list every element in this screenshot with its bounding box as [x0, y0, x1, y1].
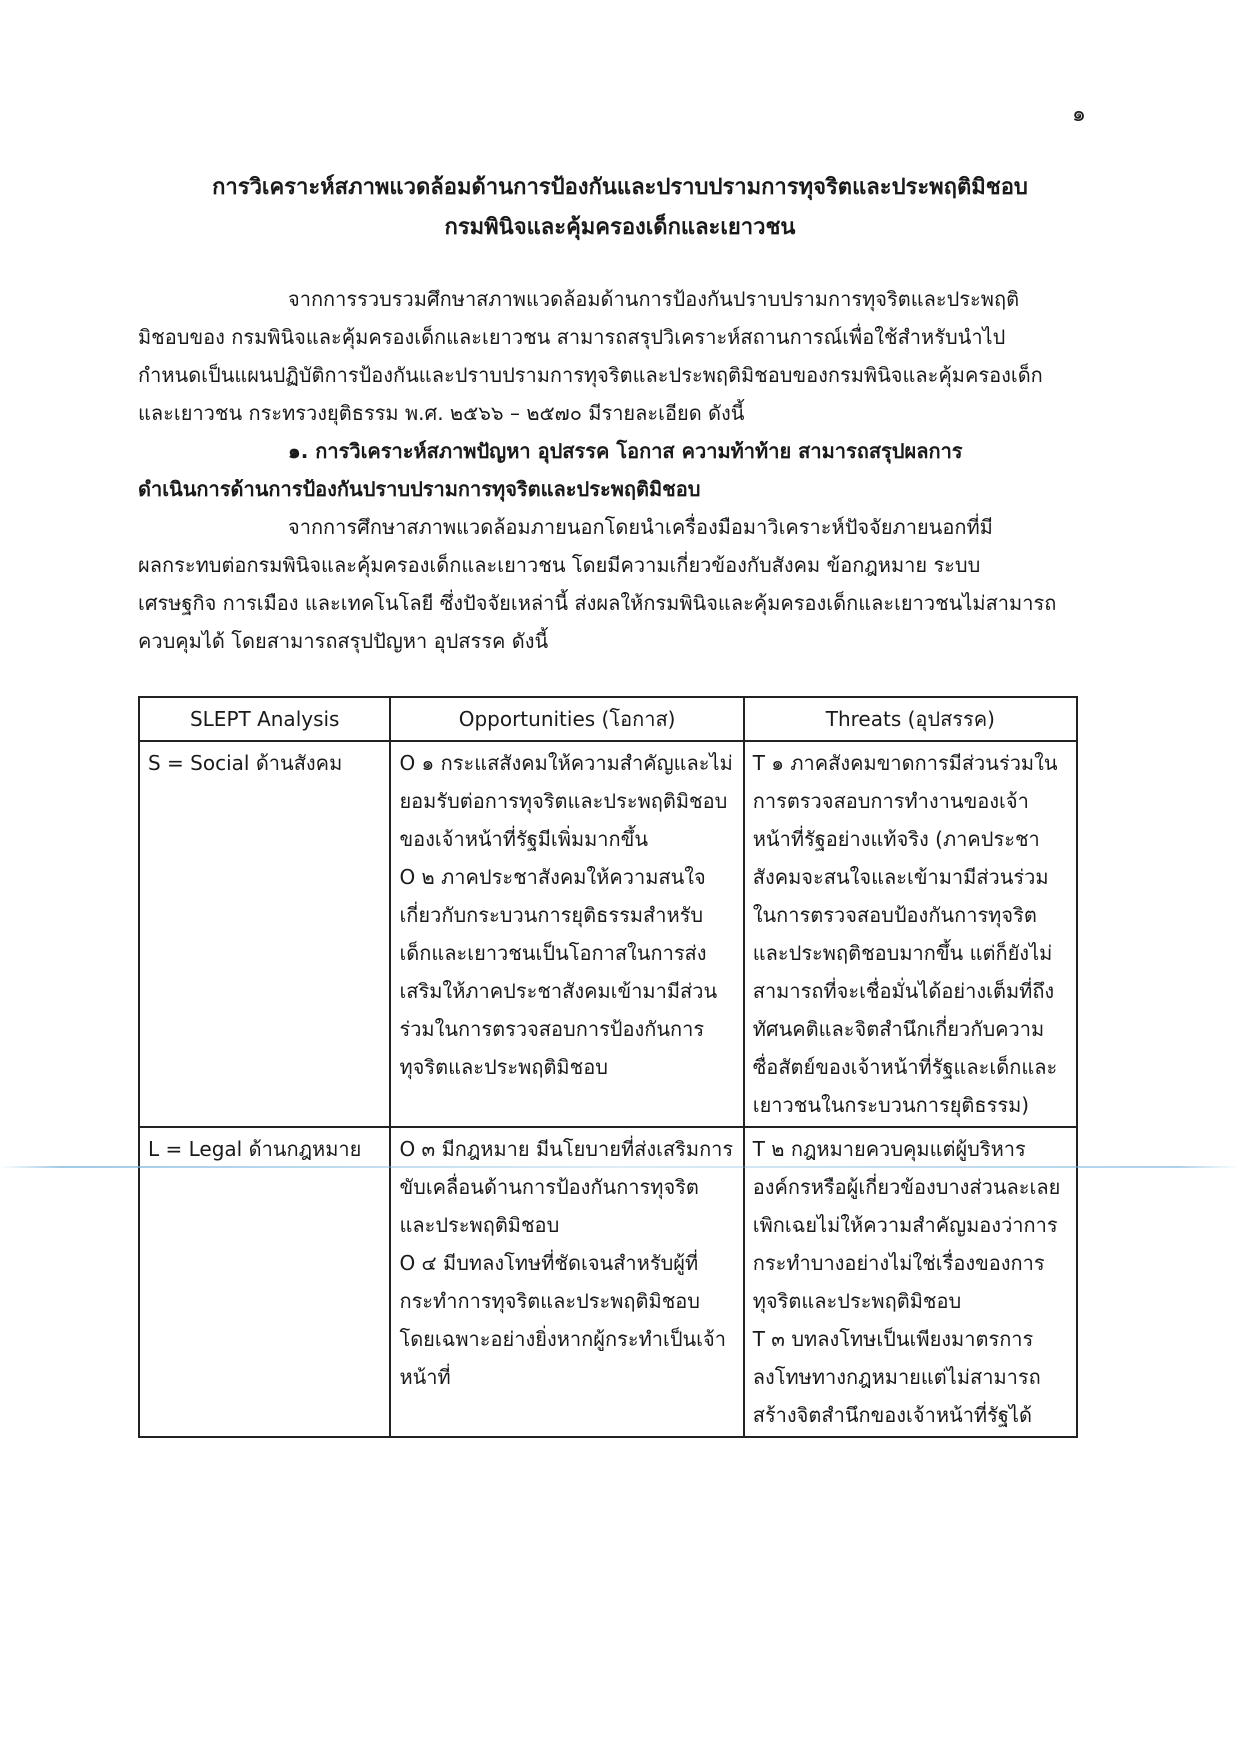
heading-line: ดำเนินการด้านการป้องกันปราบปรามการทุจริตและประพฤติมิชอบ — [138, 477, 701, 501]
threat-item: T ๒ กฎหมายควบคุมแต่ผู้บริหารองค์กรหรือผู้เกี่ยวข้องบางส่วนละเลย เพิกเฉยไม่ให้ความสำคัญมองว่าการกระทำบางอย่างไม่ใช่เรื่องของการทุจริตและประพฤติมิชอบ — [752, 1137, 1061, 1313]
paragraph-line: มิชอบของ กรมพินิจและคุ้มครองเด็กและเยาวชน สามารถสรุปวิเคราะห์สถานการณ์เพื่อใช้สำหรับนำไป — [138, 325, 1006, 349]
table-header-row — [139, 697, 1077, 741]
slept-analysis-table — [138, 696, 1078, 1438]
opportunity-item: O ๑ กระแสสังคมให้ความสำคัญและไม่ยอมรับต่อการทุจริตและประพฤติมิชอบของเจ้าหน้าที่รัฐมีเพิ่มมากขึ้น — [399, 751, 733, 851]
paragraph-line: ผลกระทบต่อกรมพินิจและคุ้มครองเด็กและเยาวชน โดยมีความเกี่ยวข้องกับสังคม ข้อกฎหมาย ระบบ — [138, 553, 981, 577]
threat-item: T ๓ บทลงโทษเป็นเพียงมาตรการลงโทษทางกฎหมายแต่ไม่สามารถสร้างจิตสำนึกของเจ้าหน้าที่รัฐได้ — [752, 1327, 1041, 1427]
section-heading — [138, 432, 1086, 508]
heading-line: ๑. การวิเคราะห์สภาพปัญหา อุปสรรค โอกาส ความท้าท้าย สามารถสรุปผลการ — [288, 439, 963, 463]
analysis-paragraph — [138, 508, 1086, 660]
header-slept: SLEPT Analysis — [139, 697, 390, 741]
header-opportunities: Opportunities (โอกาส) — [390, 697, 743, 741]
page-number: ๑ — [1072, 102, 1086, 127]
opportunity-item: O ๔ มีบทลงโทษที่ชัดเจนสำหรับผู้ที่กระทำการทุจริตและประพฤติมิชอบ โดยเฉพาะอย่างยิ่งหากผู้กระทำเป็นเจ้าหน้าที่ — [399, 1251, 726, 1389]
table-row-legal — [139, 1127, 1077, 1437]
opportunities-cell — [390, 741, 743, 1127]
paragraph-line: ควบคุมได้ โดยสามารถสรุปปัญหา อุปสรรค ดังนี้ — [138, 629, 549, 653]
opportunities-cell — [390, 1127, 743, 1437]
intro-paragraph — [138, 280, 1086, 432]
title-line-2: กรมพินิจและคุ้มครองเด็กและเยาวชน — [444, 215, 796, 240]
threats-cell — [744, 1127, 1077, 1437]
paragraph-line: เศรษฐกิจ การเมือง และเทคโนโลยี ซึ่งปัจจัยเหล่านี้ ส่งผลให้กรมพินิจและคุ้มครองเด็กและเยาวชนไม่สามารถ — [138, 591, 1057, 615]
threats-cell — [744, 741, 1077, 1127]
table-row-social — [139, 741, 1077, 1127]
opportunity-item: O ๓ มีกฎหมาย มีนโยบายที่ส่งเสริมการขับเคลื่อนด้านการป้องกันการทุจริตและประพฤติมิชอบ — [399, 1137, 734, 1237]
header-threats: Threats (อุปสรรค) — [744, 697, 1077, 741]
paragraph-line: กำหนดเป็นแผนปฏิบัติการป้องกันและปราบปรามการทุจริตและประพฤติมิชอบของกรมพินิจและคุ้มครองเด็ก — [138, 363, 1043, 387]
factor-cell: L = Legal ด้านกฎหมาย — [139, 1127, 390, 1437]
document-title — [130, 168, 1110, 248]
paragraph-line: และเยาวชน กระทรวงยุติธรรม พ.ศ. ๒๕๖๖ – ๒๕๗๐ มีรายละเอียด ดังนี้ — [138, 401, 745, 425]
title-line-1: การวิเคราะห์สภาพแวดล้อมด้านการป้องกันและปราบปรามการทุจริตและประพฤติมิชอบ — [212, 175, 1028, 200]
scan-artifact-line — [0, 1166, 1240, 1168]
factor-cell: S = Social ด้านสังคม — [139, 741, 390, 1127]
paragraph-line: จากการรวบรวมศึกษาสภาพแวดล้อมด้านการป้องกันปราบปรามการทุจริตและประพฤติ — [288, 287, 1020, 311]
opportunity-item: O ๒ ภาคประชาสังคมให้ความสนใจเกี่ยวกับกระบวนการยุติธรรมสำหรับเด็กและเยาวชนเป็นโอกาสในการส่งเสริมให้ภาคประชาสังคมเข้ามามีส่วนร่วมในการตรวจสอบการป้องกันการทุจริตและประพฤติมิชอบ — [399, 865, 718, 1079]
paragraph-line: จากการศึกษาสภาพแวดล้อมภายนอกโดยนำเครื่องมือมาวิเคราะห์ปัจจัยภายนอกที่มี — [288, 515, 993, 539]
threat-item: T ๑ ภาคสังคมขาดการมีส่วนร่วมในการตรวจสอบการทำงานของเจ้าหน้าที่รัฐอย่างแท้จริง (ภาคประชาสังคมจะสนใจและเข้ามามีส่วนร่วมในการตรวจสอบป้องกันการทุจริตและประพฤติชอบมากขึ้น แต่ก็ยังไม่สามารถที่จะเชื่อมั่นได้อย่างเต็มที่ถึงทัศนคติและจิตสำนึกเกี่ยวกับความซื่อสัตย์ของเจ้าหน้าที่รัฐและเด็กและเยาวชนในกระบวนการยุติธรรม) — [752, 751, 1058, 1117]
